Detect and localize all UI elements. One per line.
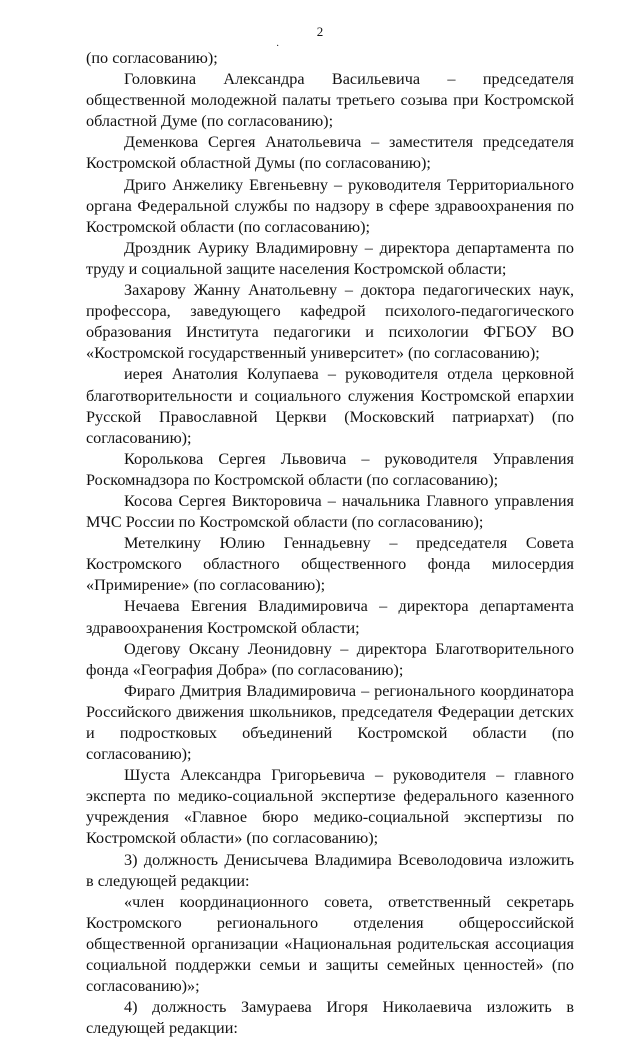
clause-4: 4) должность Замураева Игоря Николаевича изложить в следующей редакции: xyxy=(86,998,574,1038)
document-body xyxy=(86,48,574,1039)
list-item-nechaev: Нечаева Евгения Владимировича – директора департамента здравоохранения Костромской области; xyxy=(86,597,574,637)
clause-3: 3) должность Денисычева Владимира Всеволодовича изложить в следующей редакции: xyxy=(86,850,574,890)
list-item-metelkina: Метелкину Юлию Геннадьевну – председателя Совета Костромского областного общественного фонда милосердия «Примирение» (по согласованию); xyxy=(86,534,574,595)
list-item-drigo: Дриго Анжелику Евгеньевну – руководителя Территориального органа Федеральной службы по надзору в сфере здравоохранения по Костромской области (по согласованию); xyxy=(86,175,574,236)
list-item-demenkov: Деменкова Сергея Анатольевича – заместителя председателя Костромской областной Думы (по согласованию); xyxy=(86,133,574,173)
list-item-golovkin: Головкина Александра Васильевича – председателя общественной молодежной палаты третьего созыва при Костромской областной Думе (по согласованию); xyxy=(86,70,574,131)
list-item-shust: Шуста Александра Григорьевича – руководителя – главного эксперта по медико-социальной экспертизе федерального казенного учреждения «Главное бюро медико-социальной экспертизы по Костромской области» (по согласованию); xyxy=(86,766,574,848)
paragraph-continuation: (по согласованию); xyxy=(86,49,218,67)
list-item-firago: Фираго Дмитрия Владимировича – регионального координатора Российского движения школьников, председателя Федерации детских и подростковых объединений Костромской области (по согласованию); xyxy=(86,681,574,764)
list-item-drozdnik: Дроздник Аурику Владимировну – директора департамента по труду и социальной защите населения Костромской области; xyxy=(86,238,574,278)
stray-mark: · xyxy=(276,41,280,52)
list-item-odegova: Одегову Оксану Леонидовну – директора Благотворительного фонда «География Добра» (по согласованию); xyxy=(86,639,574,679)
clause-3-quote: «член координационного совета, ответственный секретарь Костромского регионального отделения общероссийской общественной организации «Национальная родительская ассоциация социальной поддержки семьи и защиты семейных ценностей» (по согласованию)»; xyxy=(86,892,574,996)
list-item-korolkov: Королькова Сергея Львовича – руководителя Управления Роскомнадзора по Костромской области (по согласованию); xyxy=(86,449,574,489)
list-item-kosov: Косова Сергея Викторовича – начальника Главного управления МЧС России по Костромской области (по согласованию); xyxy=(86,491,574,532)
list-item-zakharova: Захарову Жанну Анатольевну – доктора педагогических наук, профессора, заведующего кафедрой психолого-педагогического образования Института педагогики и психологии ФГБОУ ВО «Костромской государственный университет» (по согласованию); xyxy=(86,281,574,363)
page-number: 2 xyxy=(316,24,324,39)
list-item-kolupaev: иерея Анатолия Колупаева – руководителя отдела церковной благотворительности и социального служения Костромской епархии Русской Православной Церкви (Московский патриархат) (по согласованию); xyxy=(86,365,574,447)
